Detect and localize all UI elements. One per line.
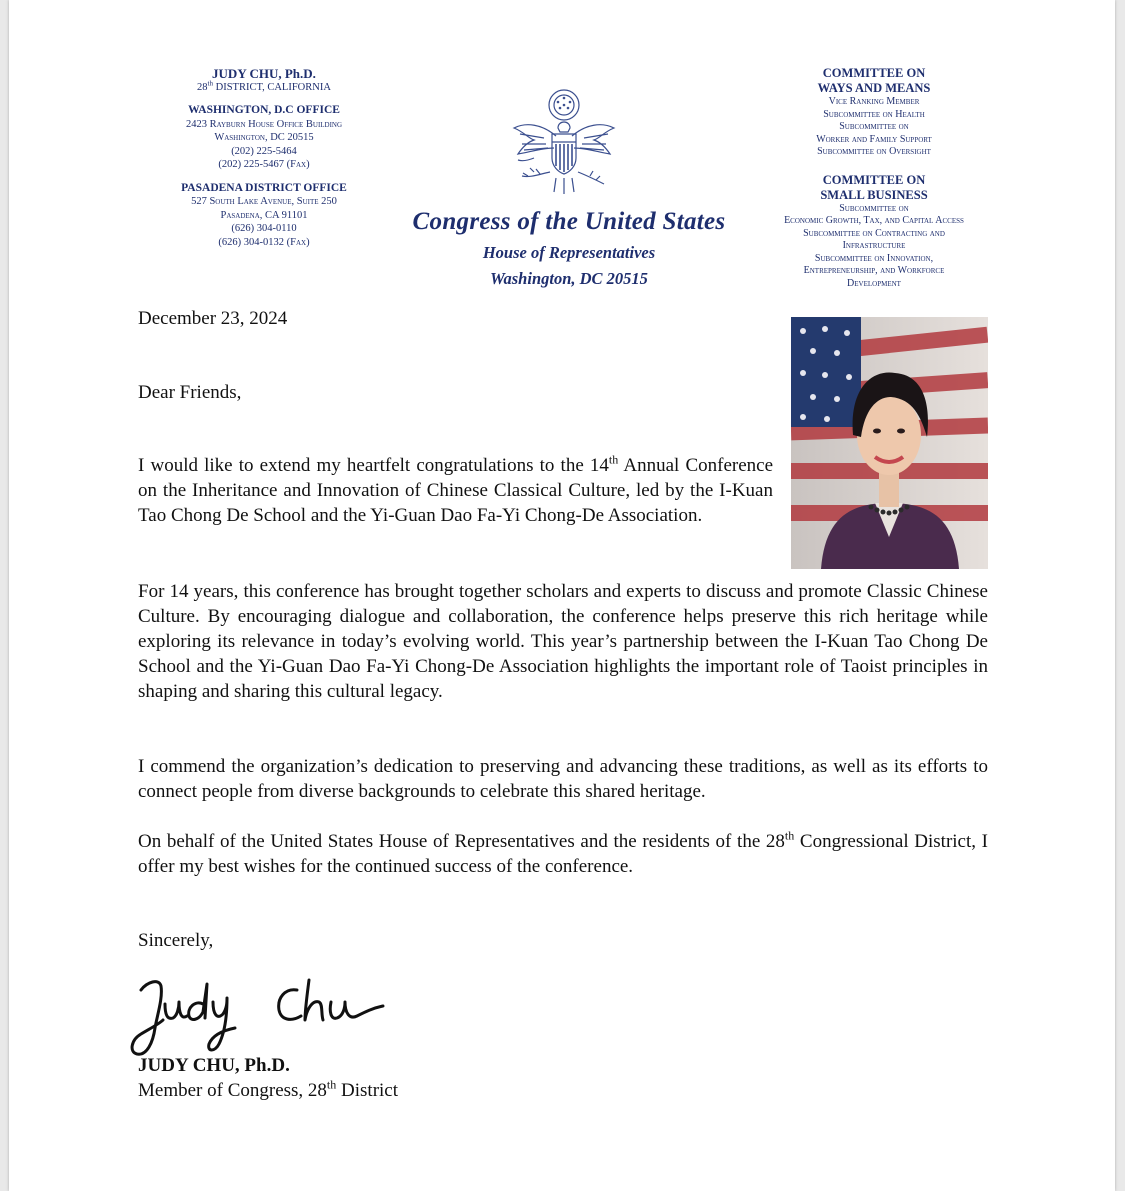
committee-1-item: Subcommittee on Oversight — [817, 146, 931, 157]
dc-address-line-1: 2423 Rayburn House Office Building — [185, 118, 343, 130]
portrait-photo — [791, 317, 988, 569]
paragraph-4: On behalf of the United States House of Representatives and the residents of the 28th Congressional District, I offer my best wishes for the continued success of the conference. — [138, 828, 988, 877]
letter-date: December 23, 2024 — [138, 308, 288, 329]
pasadena-address-line-1: 527 South Lake Avenue, Suite 250 — [191, 196, 337, 207]
letterhead-center — [387, 208, 751, 289]
paragraph-3: I commend the organization’s dedication to preserving and advancing these traditions, as well as its efforts to connect people from diverse backgrounds to celebrate this shared heritage. — [138, 756, 988, 802]
committee-1-item: Worker and Family Support — [816, 133, 932, 145]
committee-2-item: Development — [847, 277, 901, 289]
closing: Sincerely, — [138, 930, 214, 951]
committee-2-item: Economic Growth, Tax, and Capital Access — [784, 215, 964, 226]
pasadena-office-title: PASADENA DISTRICT OFFICE — [181, 181, 347, 194]
member-name: JUDY CHU, Ph.D. — [212, 66, 316, 81]
washington-location: Washington, DC 20515 — [490, 269, 648, 288]
committee-1-line-2: WAYS AND MEANS — [817, 81, 931, 95]
pasadena-address-line-2: Pasadena, CA 91101 — [220, 209, 308, 221]
committee-1-line-1: COMMITTEE ON — [822, 66, 926, 80]
dc-fax: (202) 225-5467 (Fax) — [218, 159, 310, 170]
paragraph-2: For 14 years, this conference has brought together scholars and experts to discuss and promote Classic Chinese Culture. By encouraging dialogue and collaboration, the conference helps preserve this rich heritage while exploring its relevance in today’s evolving world. This year’s partnership between the I-Kuan Tao Chong De School and the Yi-Guan Dao Fa-Yi Chong-De Association highlights the important role of Taoist principles in shaping and sharing this cultural legacy. — [138, 581, 988, 702]
congress-title: Congress of the United States — [412, 208, 726, 235]
dc-phone: (202) 225-5464 — [231, 145, 297, 157]
committee-1-item: Subcommittee on — [839, 121, 909, 132]
dc-address-line-2: Washington, DC 20515 — [214, 132, 314, 143]
committee-2-line-1: COMMITTEE ON — [822, 172, 926, 187]
paragraph-1: I would like to extend my heartfelt congratulations to the 14th Annual Conference on the Inheritance and Innovation of Chinese Classical Culture, led by the I-Kuan Tao Chong De School and the Yi-Guan Dao Fa-Yi Chong-De Association. — [138, 452, 774, 526]
committee-2-item: Subcommittee on Innovation, — [814, 252, 934, 264]
committee-2-item: Subcommittee on — [839, 202, 909, 214]
letterhead-left-column — [149, 67, 379, 249]
signer-title: Member of Congress, 28th District — [138, 1077, 399, 1101]
letter-page — [9, 0, 1115, 1191]
signer-name: JUDY CHU, Ph.D. — [138, 1055, 290, 1076]
committee-2-item: Infrastructure — [842, 240, 906, 251]
dc-office-title: WASHINGTON, D.C OFFICE — [188, 104, 340, 116]
committee-1-item: Vice Ranking Member — [828, 96, 920, 107]
pasadena-phone: (626) 304-0110 — [231, 223, 297, 234]
house-subtitle: House of Representatives — [482, 243, 656, 262]
committee-1-item: Subcommittee on Health — [823, 108, 925, 120]
salutation: Dear Friends, — [138, 382, 242, 403]
committee-2-item: Subcommittee on Contracting and — [803, 227, 945, 239]
committee-2-line-2: SMALL BUSINESS — [820, 187, 928, 202]
committee-2-item: Entrepreneurship, and Workforce — [803, 265, 945, 276]
great-seal-eagle-icon — [504, 88, 624, 200]
pasadena-fax: (626) 304-0132 (Fax) — [218, 236, 310, 248]
letterhead-right-column — [754, 66, 994, 290]
district-line: 28th DISTRICT, CALIFORNIA — [197, 79, 331, 93]
handwritten-signature — [121, 968, 401, 1063]
